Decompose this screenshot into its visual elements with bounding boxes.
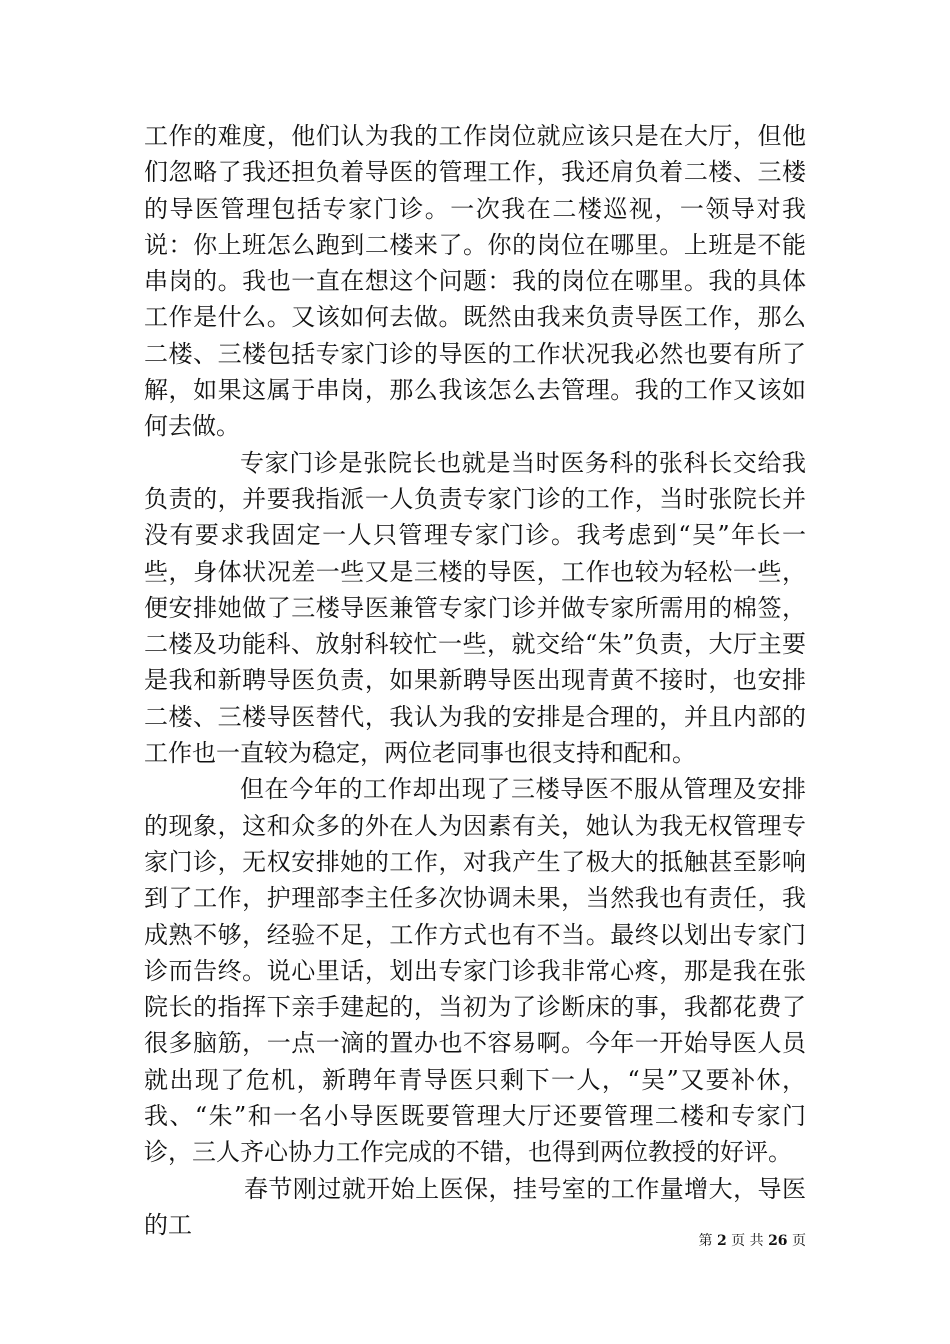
paragraph-3: 但在今年的工作却出现了三楼导医不服从管理及安排的现象，这和众多的外在人为因素有关，她认为我无权管理专家门诊，无权安排她的工作，对我产生了极大的抵触甚至影响到了工作，护理部李主任多次协调未果，当然我也有责任，我成熟不够，经验不足，工作方式也有不当。最终以划出专家门诊而告终。说心里话，划出专家门诊我非常心疼，那是我在张院长的指挥下亲手建起的，当初为了诊断床的事，我都花费了很多脑筋，一点一滴的置办也不容易啊。今年一开始导医人员就出现了危机，新聘年青导医只剩下一人，“吴”又要补休，我、“朱”和一名小导医既要管理大厅还要管理二楼和专家门诊，三人齐心协力工作完成的不错，也得到两位教授的好评。: [144, 775, 806, 1167]
paragraph-2: 专家门诊是张院长也就是当时医务科的张科长交给我负责的，并要我指派一人负责专家门诊的工作，当时张院长并没有要求我固定一人只管理专家门诊。我考虑到“吴”年长一些，身体状况差一些又是三楼的导医，工作也较为轻松一些，便安排她做了三楼导医兼管专家门诊并做专家所需用的棉签，二楼及功能科、放射科较忙一些，就交给“朱”负责，大厅主要是我和新聘导医负责，如果新聘导医出现青黄不接时，也安排二楼、三楼导医替代，我认为我的安排是合理的，并且内部的工作也一直较为稳定，两位老同事也很支持和配和。: [144, 448, 806, 768]
footer-prefix: 第: [698, 1233, 713, 1249]
page-footer: [699, 1232, 807, 1250]
body-text: [144, 118, 806, 1243]
footer-page-number: 2: [716, 1233, 727, 1249]
footer-total-pages: 26: [768, 1233, 788, 1249]
footer-suffix: 页: [792, 1233, 806, 1249]
paragraph-1: 工作的难度，他们认为我的工作岗位就应该只是在大厅，但他们忽略了我还担负着导医的管理工作，我还肩负着二楼、三楼的导医管理包括专家门诊。一次我在二楼巡视，一领导对我说：你上班怎么跑到二楼来了。你的岗位在哪里。上班是不能串岗的。我也一直在想这个问题：我的岗位在哪里。我的具体工作是什么。又该如何去做。既然由我来负责导医工作，那么二楼、三楼包括专家门诊的导医的工作状况我必然也要有所了解，如果这属于串岗，那么我该怎么去管理。我的工作又该如何去做。: [144, 122, 806, 441]
paragraph-4: 春节刚过就开始上医保，挂号室的工作量增大，导医的工: [144, 1174, 806, 1239]
footer-middle: 页 共: [731, 1233, 764, 1249]
